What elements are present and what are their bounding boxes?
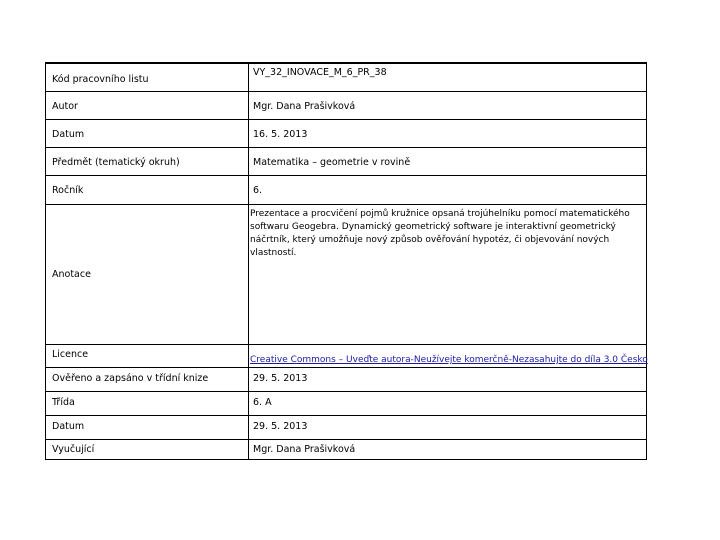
row-value: Matematika – geometrie v rovině	[253, 157, 411, 168]
worksheet-info-table	[45, 62, 647, 460]
row-label: Datum	[52, 421, 85, 432]
row-label: Datum	[52, 129, 85, 140]
row-label: Kód pracovního listu	[52, 74, 149, 85]
row-label: Vyučující	[52, 444, 95, 455]
row-label: Autor	[52, 101, 78, 112]
table-row	[46, 119, 646, 147]
row-value: 29. 5. 2013	[253, 373, 308, 384]
row-value: 6.	[253, 185, 263, 196]
annotation-text: Prezentace a procvičení pojmů kružnice opsaná trojúhelníku pomocí matematického softwaru Geogebra. Dynamický geometrický software je interaktivní geometrický náčrtník, který umožňuje nový způsob ověřování hypotéz, či objevování nových vlastností.	[250, 209, 630, 258]
table-row	[46, 439, 646, 459]
row-label: Ověřeno a zapsáno v třídní knize	[52, 373, 209, 384]
table-row	[46, 344, 646, 367]
table-row	[46, 391, 646, 415]
row-label: Licence	[52, 349, 89, 360]
table-row	[46, 63, 646, 91]
row-value: 16. 5. 2013	[253, 129, 308, 140]
table-row	[46, 175, 646, 204]
table-row	[46, 367, 646, 391]
row-value: Mgr. Dana Prašivková	[253, 444, 356, 455]
row-label: Třída	[52, 397, 75, 408]
row-value: Mgr. Dana Prašivková	[253, 101, 356, 112]
row-value: 29. 5. 2013	[253, 421, 308, 432]
row-value: 6. A	[253, 397, 272, 408]
row-label: Anotace	[52, 269, 91, 280]
license-link[interactable]: Creative Commons – Uveďte autora-Neužívejte komerčně-Nezasahujte do díla 3.0 Česko	[250, 355, 648, 365]
row-value: VY_32_INOVACE_M_6_PR_38	[253, 67, 387, 78]
table-row	[46, 204, 646, 344]
table-row	[46, 147, 646, 175]
table-row	[46, 91, 646, 119]
row-label: Předmět (tematický okruh)	[52, 157, 180, 168]
row-label: Ročník	[52, 185, 84, 196]
table-row	[46, 415, 646, 439]
